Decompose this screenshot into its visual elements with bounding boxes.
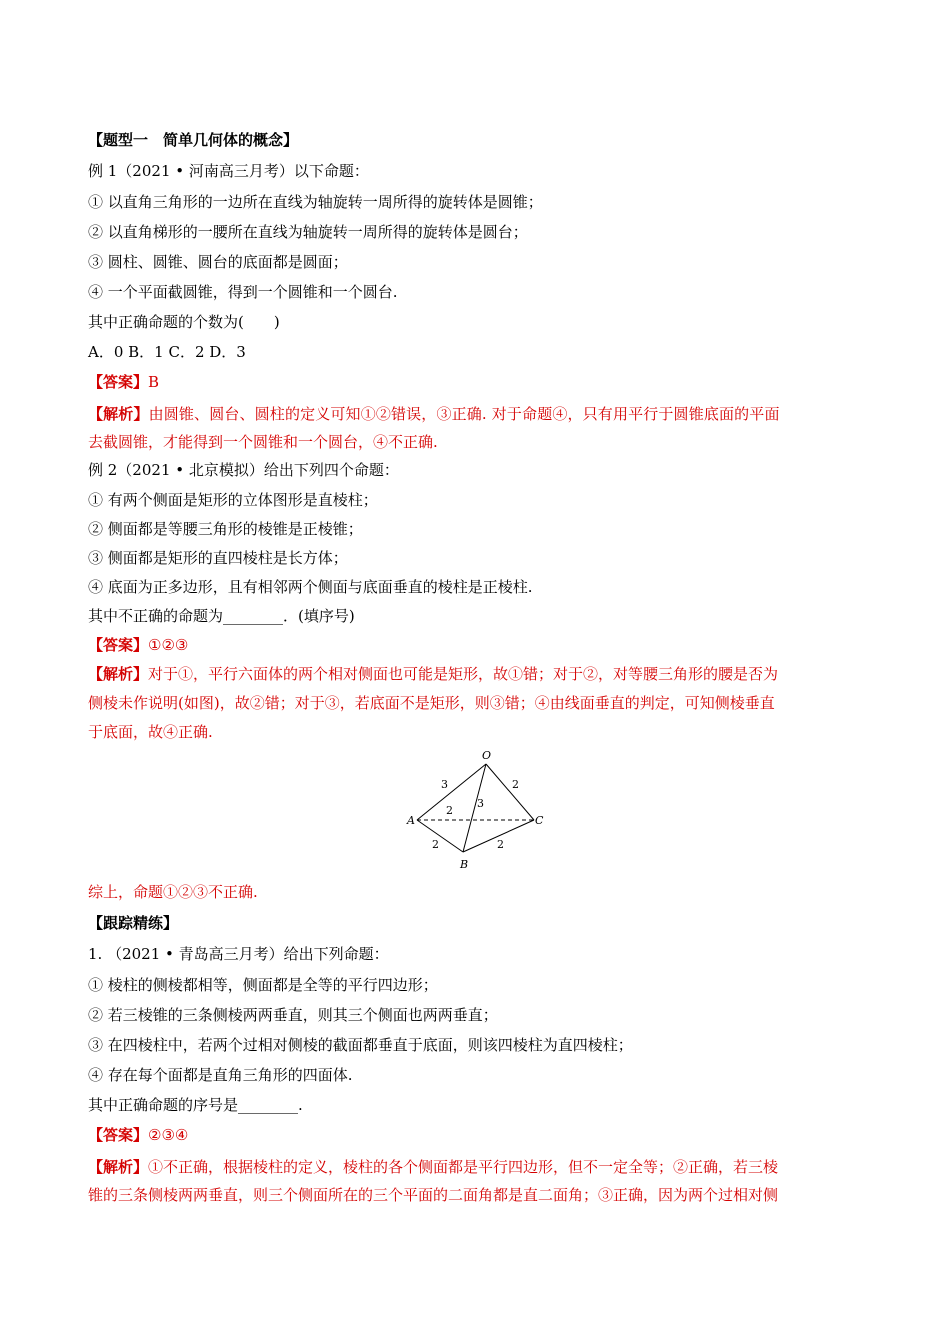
- example-2-question: 其中不正确的命题为________．(填序号): [88, 607, 355, 625]
- example-1-answer: [88, 372, 159, 392]
- vertex-label-O: O: [482, 749, 492, 762]
- analysis-label: 【解析】: [88, 665, 149, 683]
- example-2-answer: [88, 635, 188, 655]
- example-2-analysis-line-2: 侧棱未作说明(如图)，故②错；对于③，若底面不是矩形，则③错；④由线面垂直的判定，可知侧棱垂直: [88, 694, 775, 712]
- example-2-item-4: ④ 底面为正多边形，且有相邻两个侧面与底面垂直的棱柱是正棱柱.: [88, 578, 533, 596]
- edge-label-OC: 2: [512, 778, 519, 791]
- example-1-prompt: 例 1（2021 • 河南高三月考）以下命题：: [88, 162, 369, 180]
- example-2-analysis-line-1: [88, 664, 778, 684]
- edge-label-OA: 3: [441, 778, 448, 791]
- edge-label-BC: 2: [497, 838, 504, 851]
- edge-label-AC: 2: [446, 804, 453, 817]
- example-2-prompt: 例 2（2021 • 北京模拟）给出下列四个命题：: [88, 461, 399, 479]
- analysis-text: 由圆锥、圆台、圆柱的定义可知①②错误，③正确. 对于命题④，只有用平行于圆锥底面的平面: [148, 405, 780, 423]
- section-title-1: 【题型一 简单几何体的概念】: [88, 131, 299, 149]
- section-title-2: 【跟踪精练】: [88, 914, 179, 932]
- example-1-item-1: ① 以直角三角形的一边所在直线为轴旋转一周所得的旋转体是圆锥；: [88, 193, 543, 211]
- analysis-label: 【解析】: [88, 405, 149, 423]
- example-1-item-3: ③ 圆柱、圆锥、圆台的底面都是圆面；: [88, 253, 348, 271]
- edge-label-AB: 2: [432, 838, 439, 851]
- exercise-1-answer: [88, 1125, 188, 1145]
- analysis-label: 【解析】: [88, 1158, 149, 1176]
- example-1-item-4: ④ 一个平面截圆锥，得到一个圆锥和一个圆台.: [88, 283, 398, 301]
- example-2-analysis-line-3: 于底面，故④正确.: [88, 723, 213, 741]
- example-1-options: A．0 B．1 C．2 D．3: [88, 343, 246, 361]
- exercise-1-item-3: ③ 在四棱柱中，若两个过相对侧棱的截面都垂直于底面，则该四棱柱为直四棱柱；: [88, 1036, 633, 1054]
- exercise-1-item-1: ① 棱柱的侧棱都相等，侧面都是全等的平行四边形；: [88, 976, 438, 994]
- edge-OC: [486, 764, 534, 820]
- answer-value: ①②③: [148, 636, 189, 654]
- example-2-item-1: ① 有两个侧面是矩形的立体图形是直棱柱；: [88, 491, 378, 509]
- exercise-1-question: 其中正确命题的序号是________.: [88, 1096, 303, 1114]
- example-2-item-3: ③ 侧面都是矩形的直四棱柱是长方体；: [88, 549, 348, 567]
- example-1-analysis-line-1: [88, 404, 780, 424]
- exercise-1-prompt: 1. （2021 • 青岛高三月考）给出下列命题：: [88, 945, 389, 963]
- exercise-1-item-4: ④ 存在每个面都是直角三角形的四面体.: [88, 1066, 353, 1084]
- exercise-1-item-2: ② 若三棱锥的三条侧棱两两垂直，则其三个侧面也两两垂直；: [88, 1006, 498, 1024]
- answer-label: 【答案】: [88, 1126, 149, 1144]
- example-2-item-2: ② 侧面都是等腰三角形的棱锥是正棱锥；: [88, 520, 363, 538]
- vertex-label-B: B: [460, 858, 469, 871]
- example-1-analysis-line-2: 去截圆锥，才能得到一个圆锥和一个圆台，④不正确.: [88, 433, 438, 451]
- tetrahedron-figure: [406, 744, 546, 872]
- answer-value: ②③④: [148, 1126, 189, 1144]
- example-1-question: 其中正确命题的个数为( ): [88, 313, 280, 331]
- edge-AB: [417, 820, 463, 852]
- edge-label-OB: 3: [477, 797, 484, 810]
- exercise-1-analysis-line-2: 锥的三条侧棱两两垂直，则三个侧面所在的三个平面的二面角都是直二面角；③正确，因为两个过相对侧: [88, 1186, 779, 1204]
- vertex-label-A: A: [407, 814, 415, 827]
- answer-label: 【答案】: [88, 636, 149, 654]
- exercise-1-analysis-line-1: [88, 1157, 778, 1177]
- example-1-item-2: ② 以直角梯形的一腰所在直线为轴旋转一周所得的旋转体是圆台；: [88, 223, 528, 241]
- vertex-label-C: C: [535, 814, 544, 827]
- analysis-text: 对于①，平行六面体的两个相对侧面也可能是矩形，故①错；对于②，对等腰三角形的腰是否为: [148, 665, 779, 683]
- answer-value: B: [148, 373, 160, 391]
- answer-label: 【答案】: [88, 373, 149, 391]
- example-2-conclusion: 综上，命题①②③不正确.: [88, 883, 258, 901]
- analysis-text: ①不正确，根据棱柱的定义，棱柱的各个侧面都是平行四边形，但不一定全等；②正确，若三棱: [148, 1158, 779, 1176]
